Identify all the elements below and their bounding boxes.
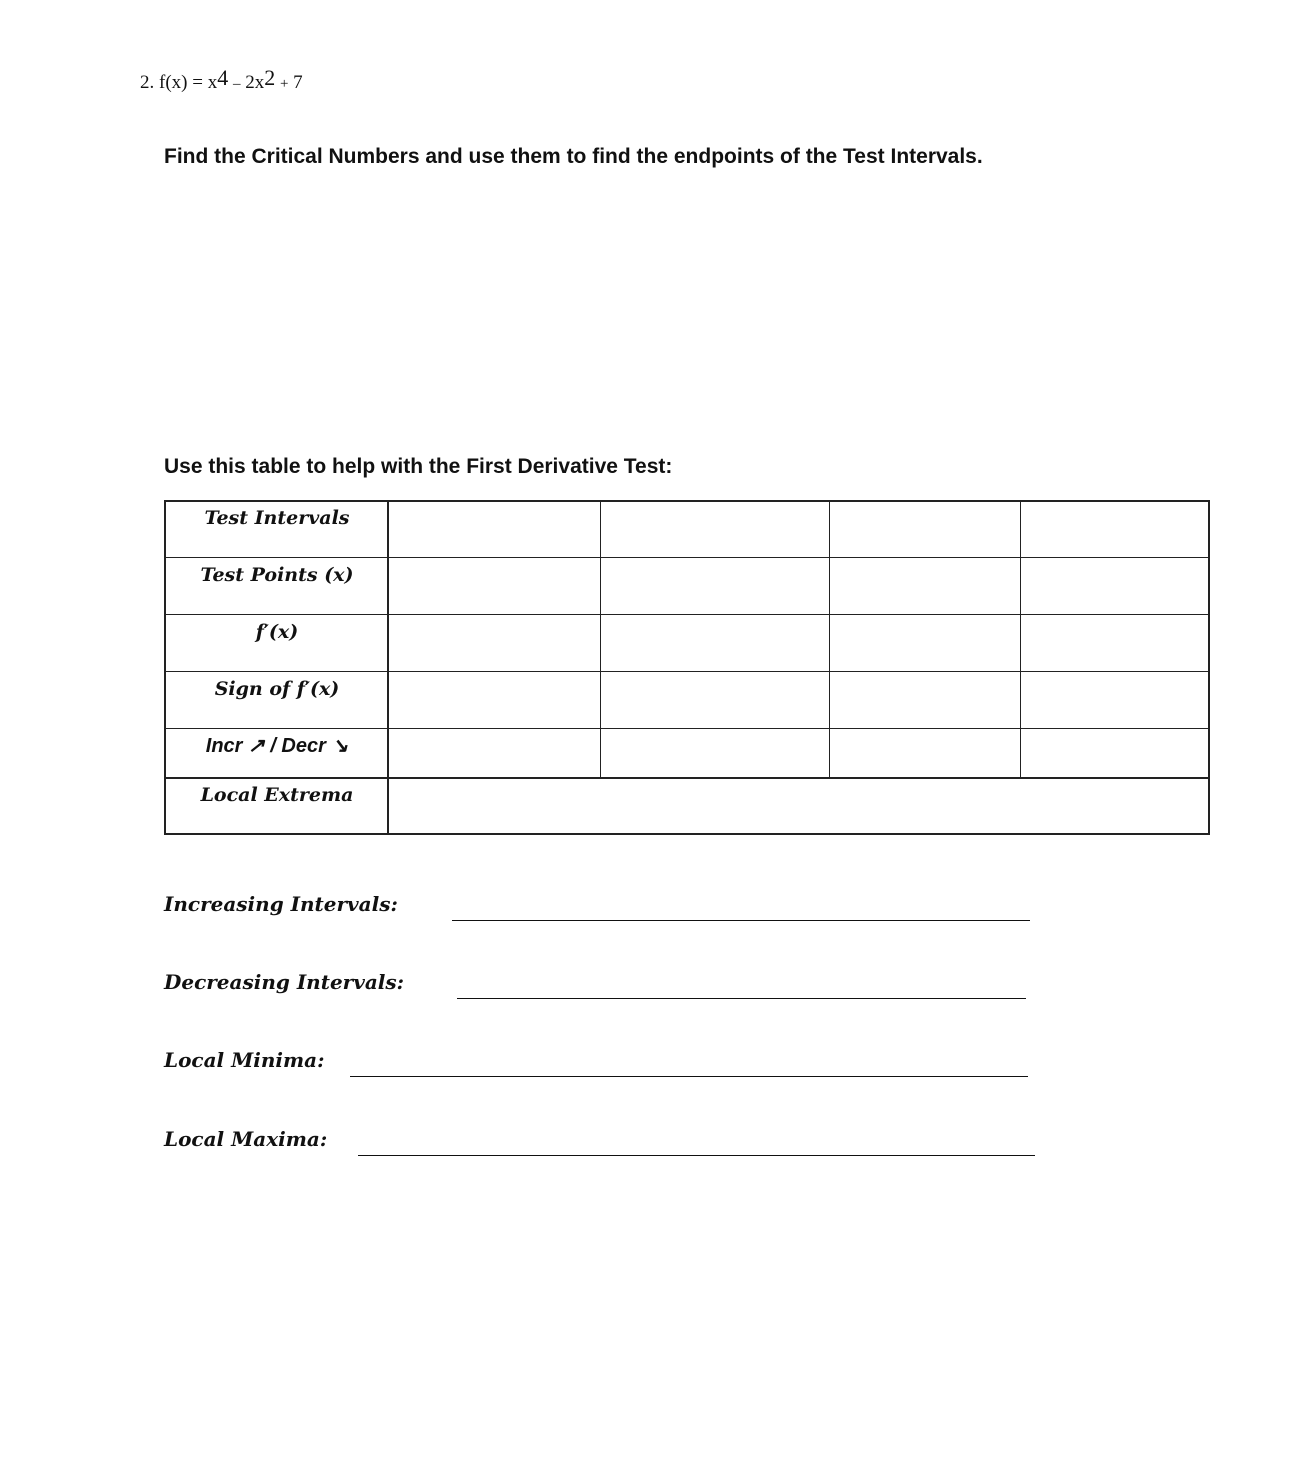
increasing-intervals-label: Increasing Intervals:	[164, 892, 398, 916]
increasing-intervals-blank[interactable]	[452, 892, 1030, 921]
row-divider	[166, 671, 1208, 672]
row-label-local-extrema: Local Extrema	[200, 784, 354, 806]
local-maxima-answer	[164, 1127, 1035, 1157]
column-divider	[600, 502, 601, 778]
row-divider	[166, 557, 1208, 558]
decreasing-intervals-answer	[164, 970, 1026, 1000]
exponent-4: 4	[217, 65, 229, 90]
function-prefix: 2. f(x) = x	[140, 72, 218, 93]
column-divider	[829, 502, 830, 778]
row-label-incr-decr: Incr ↗ / Decr ↘	[205, 735, 349, 757]
row-label-sign-of-derivative: Sign of f′(x)	[214, 678, 340, 700]
local-minima-answer	[164, 1048, 1028, 1078]
first-derivative-test-table	[164, 500, 1210, 835]
exponent-2: 2	[264, 65, 276, 90]
decreasing-intervals-label: Decreasing Intervals:	[164, 970, 405, 994]
local-minima-blank[interactable]	[350, 1048, 1028, 1077]
critical-numbers-instruction: Find the Critical Numbers and use them to find the endpoints of the Test Intervals.	[164, 145, 983, 168]
row-divider	[166, 728, 1208, 729]
problem-statement	[140, 65, 303, 94]
local-minima-label: Local Minima:	[164, 1048, 325, 1072]
increasing-intervals-answer	[164, 892, 1030, 922]
decreasing-intervals-blank[interactable]	[457, 970, 1026, 999]
row-label-test-intervals: Test Intervals	[204, 507, 350, 529]
term-2x: 2x	[245, 72, 265, 93]
table-instruction: Use this table to help with the First Derivative Test:	[164, 455, 673, 478]
row-label-derivative: f′(x)	[255, 621, 299, 643]
row-divider	[166, 777, 1208, 779]
row-label-test-points: Test Points (x)	[200, 564, 354, 586]
column-divider	[1020, 502, 1021, 778]
minus-sign: –	[232, 76, 241, 92]
row-divider	[166, 614, 1208, 615]
constant-term: 7	[293, 72, 303, 93]
local-maxima-label: Local Maxima:	[164, 1127, 328, 1151]
plus-sign: +	[279, 76, 289, 92]
local-maxima-blank[interactable]	[358, 1127, 1035, 1156]
